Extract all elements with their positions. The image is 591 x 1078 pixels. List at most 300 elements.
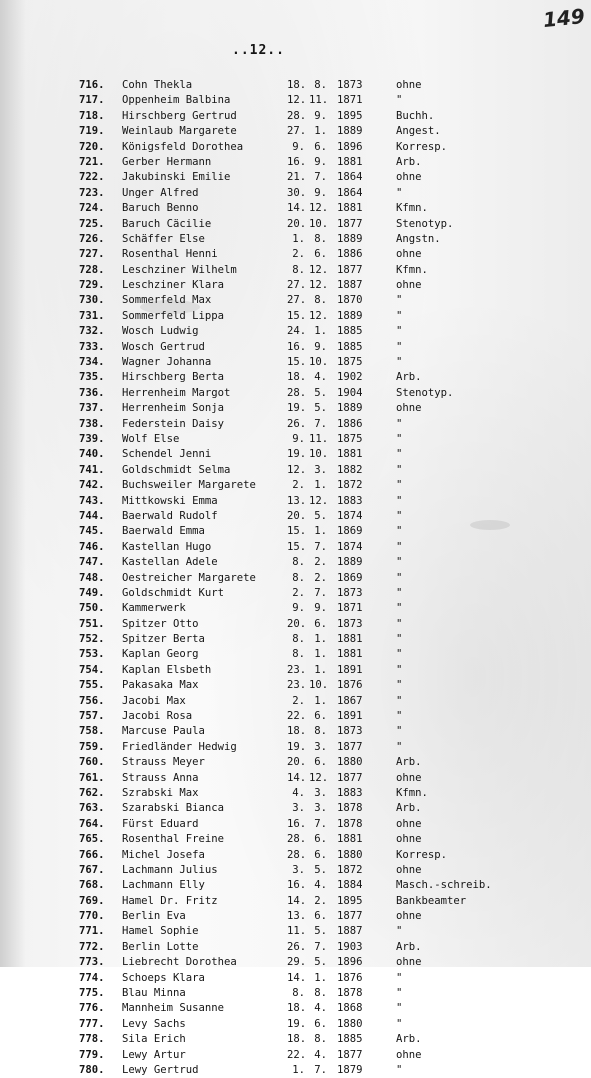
register-row bbox=[79, 724, 589, 739]
register-row bbox=[79, 878, 589, 893]
person-name: Jacobi Rosa bbox=[122, 710, 193, 723]
birth-day: 2. bbox=[292, 479, 305, 492]
birth-year: 1880 bbox=[337, 1017, 363, 1030]
birth-month: 1. bbox=[314, 525, 327, 538]
person-name: Mannheim Susanne bbox=[122, 1002, 225, 1015]
person-name: Weinlaub Margarete bbox=[122, 125, 237, 138]
birth-day: 18. bbox=[287, 1002, 307, 1015]
occupation: " bbox=[396, 417, 403, 430]
register-row bbox=[79, 170, 589, 185]
occupation: " bbox=[396, 710, 403, 723]
birth-day: 29. bbox=[287, 956, 307, 969]
occupation: ohne bbox=[396, 79, 422, 91]
register-row bbox=[79, 786, 589, 801]
birth-day: 21. bbox=[287, 171, 307, 184]
birth-year: 1881 bbox=[337, 633, 363, 646]
entry-number: 738. bbox=[79, 417, 105, 430]
person-name: Jacobi Max bbox=[122, 694, 186, 707]
birth-day: 20. bbox=[287, 617, 307, 630]
birth-day: 20. bbox=[287, 217, 307, 230]
birth-year: 1895 bbox=[337, 109, 363, 122]
birth-month: 9. bbox=[314, 186, 327, 199]
person-name: Strauss Anna bbox=[122, 771, 199, 784]
birth-year: 1877 bbox=[337, 740, 363, 753]
birth-day: 19. bbox=[287, 448, 307, 461]
birth-month: 5. bbox=[314, 509, 327, 522]
birth-year: 1871 bbox=[337, 602, 363, 615]
birth-year: 1882 bbox=[337, 463, 363, 476]
birth-month: 12. bbox=[309, 309, 329, 322]
occupation: " bbox=[396, 1017, 403, 1030]
entry-number: 734. bbox=[79, 356, 105, 369]
birth-month: 9. bbox=[314, 340, 327, 353]
birth-day: 19. bbox=[287, 402, 307, 415]
birth-day: 15. bbox=[287, 525, 307, 538]
occupation: " bbox=[396, 432, 403, 445]
occupation: " bbox=[396, 725, 403, 738]
person-name: Hamel Sophie bbox=[122, 925, 199, 938]
entry-number: 755. bbox=[79, 679, 105, 692]
entry-number: 746. bbox=[79, 540, 105, 553]
occupation: " bbox=[396, 1002, 403, 1015]
entry-number: 742. bbox=[79, 479, 105, 492]
birth-day: 9. bbox=[292, 432, 305, 445]
occupation: Kfmn. bbox=[396, 202, 428, 215]
person-name: Baruch Cäcilie bbox=[122, 217, 212, 230]
occupation: ohne bbox=[396, 910, 422, 923]
entry-number: 717. bbox=[79, 94, 105, 107]
register-row bbox=[79, 263, 589, 278]
person-name: Levy Sachs bbox=[122, 1017, 186, 1030]
register-row bbox=[79, 740, 589, 755]
entry-number: 768. bbox=[79, 879, 105, 892]
birth-month: 6. bbox=[314, 140, 327, 153]
entry-number: 757. bbox=[79, 710, 105, 723]
birth-year: 1889 bbox=[337, 556, 363, 569]
birth-day: 15. bbox=[287, 309, 307, 322]
register-row bbox=[79, 971, 589, 986]
entry-number: 722. bbox=[79, 171, 105, 184]
birth-month: 4. bbox=[314, 371, 327, 384]
birth-day: 28. bbox=[287, 833, 307, 846]
occupation: " bbox=[396, 633, 403, 646]
occupation: " bbox=[396, 356, 403, 369]
person-name: Oestreicher Margarete bbox=[122, 571, 256, 584]
register-row bbox=[79, 540, 589, 555]
birth-month: 3. bbox=[314, 463, 327, 476]
register-row bbox=[79, 278, 589, 293]
occupation: " bbox=[396, 186, 403, 199]
entry-number: 743. bbox=[79, 494, 105, 507]
person-name: Baerwald Rudolf bbox=[122, 509, 218, 522]
person-name: Sila Erich bbox=[122, 1033, 186, 1046]
person-name: Leschziner Wilhelm bbox=[122, 263, 237, 276]
birth-month: 5. bbox=[314, 925, 327, 938]
person-name: Szarabski Bianca bbox=[122, 802, 225, 815]
register-row bbox=[79, 401, 589, 416]
birth-day: 26. bbox=[287, 417, 307, 430]
entry-number: 740. bbox=[79, 448, 105, 461]
register-row bbox=[79, 340, 589, 355]
occupation: Arb. bbox=[396, 756, 422, 769]
register-row bbox=[79, 817, 589, 832]
entry-number: 730. bbox=[79, 294, 105, 307]
occupation: " bbox=[396, 540, 403, 553]
entry-number: 777. bbox=[79, 1017, 105, 1030]
birth-year: 1878 bbox=[337, 817, 363, 830]
birth-year: 1889 bbox=[337, 232, 363, 245]
entry-number: 720. bbox=[79, 140, 105, 153]
occupation: " bbox=[396, 740, 403, 753]
birth-year: 1885 bbox=[337, 325, 363, 338]
occupation: Arb. bbox=[396, 155, 422, 168]
register-row bbox=[79, 524, 589, 539]
birth-day: 28. bbox=[287, 848, 307, 861]
birth-day: 27. bbox=[287, 279, 307, 292]
person-name: Wolf Else bbox=[122, 432, 180, 445]
birth-year: 1887 bbox=[337, 925, 363, 938]
birth-year: 1904 bbox=[337, 386, 363, 399]
birth-year: 1879 bbox=[337, 1064, 363, 1076]
birth-month: 6. bbox=[314, 617, 327, 630]
occupation: Angstn. bbox=[396, 232, 441, 245]
person-name: Marcuse Paula bbox=[122, 725, 205, 738]
register-row bbox=[79, 463, 589, 478]
birth-month: 3. bbox=[314, 802, 327, 815]
birth-year: 1883 bbox=[337, 786, 363, 799]
register-row bbox=[79, 832, 589, 847]
birth-year: 1881 bbox=[337, 833, 363, 846]
birth-year: 1868 bbox=[337, 1002, 363, 1015]
person-name: Hirschberg Berta bbox=[122, 371, 225, 384]
entry-number: 764. bbox=[79, 817, 105, 830]
birth-month: 3. bbox=[314, 786, 327, 799]
occupation: Bankbeamter bbox=[396, 894, 467, 907]
birth-month: 4. bbox=[314, 1002, 327, 1015]
entry-number: 735. bbox=[79, 371, 105, 384]
occupation: " bbox=[396, 602, 403, 615]
occupation: " bbox=[396, 694, 403, 707]
register-row bbox=[79, 370, 589, 385]
register-row bbox=[79, 678, 589, 693]
person-name: Unger Alfred bbox=[122, 186, 199, 199]
entry-number: 779. bbox=[79, 1048, 105, 1061]
occupation: ohne bbox=[396, 171, 422, 184]
birth-year: 1871 bbox=[337, 94, 363, 107]
entry-number: 749. bbox=[79, 586, 105, 599]
person-name: Goldschmidt Selma bbox=[122, 463, 231, 476]
birth-day: 11. bbox=[287, 925, 307, 938]
register-row bbox=[79, 247, 589, 262]
birth-month: 6. bbox=[314, 833, 327, 846]
name-register-list bbox=[79, 78, 589, 1078]
entry-number: 728. bbox=[79, 263, 105, 276]
occupation: " bbox=[396, 571, 403, 584]
person-name: Spitzer Berta bbox=[122, 633, 205, 646]
birth-day: 14. bbox=[287, 894, 307, 907]
birth-year: 1878 bbox=[337, 987, 363, 1000]
birth-day: 19. bbox=[287, 1017, 307, 1030]
occupation: ohne bbox=[396, 279, 422, 292]
entry-number: 719. bbox=[79, 125, 105, 138]
entry-number: 765. bbox=[79, 833, 105, 846]
entry-number: 750. bbox=[79, 602, 105, 615]
entry-number: 758. bbox=[79, 725, 105, 738]
register-row bbox=[79, 1001, 589, 1016]
birth-day: 1. bbox=[292, 1064, 305, 1076]
register-row bbox=[79, 494, 589, 509]
entry-number: 762. bbox=[79, 786, 105, 799]
birth-month: 6. bbox=[314, 248, 327, 261]
register-row bbox=[79, 848, 589, 863]
entry-number: 756. bbox=[79, 694, 105, 707]
register-row bbox=[79, 78, 589, 93]
birth-year: 1873 bbox=[337, 79, 363, 91]
occupation: Stenotyp. bbox=[396, 217, 454, 230]
occupation: " bbox=[396, 971, 403, 984]
birth-year: 1870 bbox=[337, 294, 363, 307]
birth-day: 30. bbox=[287, 186, 307, 199]
register-row bbox=[79, 771, 589, 786]
person-name: Wosch Gertrud bbox=[122, 340, 205, 353]
person-name: Jakubinski Emilie bbox=[122, 171, 231, 184]
entry-number: 727. bbox=[79, 248, 105, 261]
birth-month: 2. bbox=[314, 571, 327, 584]
person-name: Schäffer Else bbox=[122, 232, 205, 245]
register-row bbox=[79, 801, 589, 816]
birth-day: 8. bbox=[292, 556, 305, 569]
birth-month: 7. bbox=[314, 817, 327, 830]
entry-number: 778. bbox=[79, 1033, 105, 1046]
birth-day: 8. bbox=[292, 633, 305, 646]
occupation: Arb. bbox=[396, 940, 422, 953]
birth-year: 1873 bbox=[337, 586, 363, 599]
register-row bbox=[79, 586, 589, 601]
birth-month: 1. bbox=[314, 125, 327, 138]
entry-number: 741. bbox=[79, 463, 105, 476]
birth-day: 2. bbox=[292, 694, 305, 707]
birth-month: 6. bbox=[314, 710, 327, 723]
occupation: ohne bbox=[396, 833, 422, 846]
birth-month: 12. bbox=[309, 494, 329, 507]
person-name: Herrenheim Margot bbox=[122, 386, 231, 399]
birth-month: 8. bbox=[314, 294, 327, 307]
birth-year: 1881 bbox=[337, 202, 363, 215]
birth-month: 5. bbox=[314, 402, 327, 415]
entry-number: 745. bbox=[79, 525, 105, 538]
occupation: " bbox=[396, 94, 403, 107]
birth-month: 5. bbox=[314, 863, 327, 876]
entry-number: 723. bbox=[79, 186, 105, 199]
person-name: Wosch Ludwig bbox=[122, 325, 199, 338]
person-name: Goldschmidt Kurt bbox=[122, 586, 225, 599]
occupation: " bbox=[396, 494, 403, 507]
birth-day: 28. bbox=[287, 386, 307, 399]
entry-number: 718. bbox=[79, 109, 105, 122]
birth-year: 1877 bbox=[337, 910, 363, 923]
birth-month: 10. bbox=[309, 356, 329, 369]
birth-month: 6. bbox=[314, 848, 327, 861]
occupation: ohne bbox=[396, 771, 422, 784]
person-name: Baruch Benno bbox=[122, 202, 199, 215]
entry-number: 771. bbox=[79, 925, 105, 938]
register-row bbox=[79, 1017, 589, 1032]
birth-month: 8. bbox=[314, 1033, 327, 1046]
birth-year: 1896 bbox=[337, 140, 363, 153]
birth-month: 10. bbox=[309, 217, 329, 230]
birth-day: 3. bbox=[292, 863, 305, 876]
register-row bbox=[79, 140, 589, 155]
occupation: " bbox=[396, 463, 403, 476]
birth-day: 27. bbox=[287, 294, 307, 307]
birth-day: 18. bbox=[287, 725, 307, 738]
occupation: " bbox=[396, 556, 403, 569]
person-name: Hamel Dr. Fritz bbox=[122, 894, 218, 907]
birth-month: 1. bbox=[314, 479, 327, 492]
occupation: Arb. bbox=[396, 371, 422, 384]
birth-year: 1876 bbox=[337, 971, 363, 984]
birth-month: 1. bbox=[314, 694, 327, 707]
occupation: " bbox=[396, 325, 403, 338]
birth-month: 3. bbox=[314, 740, 327, 753]
occupation: " bbox=[396, 340, 403, 353]
birth-month: 1. bbox=[314, 663, 327, 676]
person-name: Rosenthal Freine bbox=[122, 833, 225, 846]
person-name: Gerber Hermann bbox=[122, 155, 212, 168]
entry-number: 716. bbox=[79, 79, 105, 91]
birth-year: 1874 bbox=[337, 540, 363, 553]
person-name: Friedländer Hedwig bbox=[122, 740, 237, 753]
occupation: Angest. bbox=[396, 125, 441, 138]
birth-year: 1869 bbox=[337, 525, 363, 538]
birth-month: 8. bbox=[314, 79, 327, 91]
birth-day: 4. bbox=[292, 786, 305, 799]
entry-number: 737. bbox=[79, 402, 105, 415]
birth-year: 1903 bbox=[337, 940, 363, 953]
birth-month: 12. bbox=[309, 279, 329, 292]
birth-year: 1891 bbox=[337, 663, 363, 676]
occupation: ohne bbox=[396, 817, 422, 830]
birth-year: 1902 bbox=[337, 371, 363, 384]
birth-year: 1887 bbox=[337, 279, 363, 292]
entry-number: 769. bbox=[79, 894, 105, 907]
register-row bbox=[79, 201, 589, 216]
occupation: ohne bbox=[396, 248, 422, 261]
entry-number: 766. bbox=[79, 848, 105, 861]
birth-year: 1889 bbox=[337, 125, 363, 138]
birth-month: 8. bbox=[314, 987, 327, 1000]
birth-month: 5. bbox=[314, 956, 327, 969]
birth-year: 1875 bbox=[337, 356, 363, 369]
birth-day: 19. bbox=[287, 740, 307, 753]
occupation: " bbox=[396, 679, 403, 692]
person-name: Sommerfeld Max bbox=[122, 294, 212, 307]
register-row bbox=[79, 109, 589, 124]
birth-day: 20. bbox=[287, 756, 307, 769]
birth-day: 8. bbox=[292, 571, 305, 584]
entry-number: 767. bbox=[79, 863, 105, 876]
person-name: Lachmann Julius bbox=[122, 863, 218, 876]
birth-month: 8. bbox=[314, 725, 327, 738]
birth-year: 1885 bbox=[337, 340, 363, 353]
occupation: Korresp. bbox=[396, 848, 448, 861]
register-row bbox=[79, 1063, 589, 1078]
occupation: ohne bbox=[396, 402, 422, 415]
archive-folio-number: 149 bbox=[542, 3, 587, 33]
birth-month: 7. bbox=[314, 940, 327, 953]
register-row bbox=[79, 986, 589, 1001]
entry-number: 736. bbox=[79, 386, 105, 399]
occupation: " bbox=[396, 617, 403, 630]
register-row bbox=[79, 755, 589, 770]
entry-number: 733. bbox=[79, 340, 105, 353]
person-name: Berlin Lotte bbox=[122, 940, 199, 953]
birth-year: 1864 bbox=[337, 171, 363, 184]
birth-day: 18. bbox=[287, 1033, 307, 1046]
entry-number: 732. bbox=[79, 325, 105, 338]
birth-year: 1880 bbox=[337, 756, 363, 769]
birth-year: 1875 bbox=[337, 432, 363, 445]
birth-year: 1891 bbox=[337, 710, 363, 723]
birth-day: 18. bbox=[287, 79, 307, 91]
birth-year: 1877 bbox=[337, 263, 363, 276]
register-row bbox=[79, 647, 589, 662]
register-row bbox=[79, 186, 589, 201]
birth-year: 1883 bbox=[337, 494, 363, 507]
birth-month: 1. bbox=[314, 971, 327, 984]
person-name: Hirschberg Gertrud bbox=[122, 109, 237, 122]
register-row bbox=[79, 124, 589, 139]
person-name: Blau Minna bbox=[122, 987, 186, 1000]
birth-month: 6. bbox=[314, 1017, 327, 1030]
birth-month: 5. bbox=[314, 386, 327, 399]
birth-year: 1872 bbox=[337, 479, 363, 492]
birth-month: 6. bbox=[314, 910, 327, 923]
birth-year: 1889 bbox=[337, 402, 363, 415]
entry-number: 724. bbox=[79, 202, 105, 215]
birth-month: 10. bbox=[309, 448, 329, 461]
birth-day: 14. bbox=[287, 202, 307, 215]
register-row bbox=[79, 355, 589, 370]
register-row bbox=[79, 1048, 589, 1063]
register-row bbox=[79, 478, 589, 493]
person-name: Kaplan Elsbeth bbox=[122, 663, 212, 676]
birth-day: 15. bbox=[287, 540, 307, 553]
register-row bbox=[79, 601, 589, 616]
person-name: Berlin Eva bbox=[122, 910, 186, 923]
birth-month: 7. bbox=[314, 586, 327, 599]
entry-number: 753. bbox=[79, 648, 105, 661]
birth-year: 1873 bbox=[337, 725, 363, 738]
register-row bbox=[79, 432, 589, 447]
person-name: Rosenthal Henni bbox=[122, 248, 218, 261]
register-row bbox=[79, 894, 589, 909]
birth-month: 1. bbox=[314, 633, 327, 646]
register-row bbox=[79, 232, 589, 247]
occupation: " bbox=[396, 294, 403, 307]
birth-month: 8. bbox=[314, 232, 327, 245]
entry-number: 726. bbox=[79, 232, 105, 245]
birth-year: 1881 bbox=[337, 648, 363, 661]
occupation: " bbox=[396, 509, 403, 522]
birth-day: 23. bbox=[287, 663, 307, 676]
birth-day: 2. bbox=[292, 586, 305, 599]
birth-year: 1889 bbox=[337, 309, 363, 322]
birth-day: 28. bbox=[287, 109, 307, 122]
person-name: Strauss Meyer bbox=[122, 756, 205, 769]
entry-number: 759. bbox=[79, 740, 105, 753]
birth-month: 12. bbox=[309, 202, 329, 215]
